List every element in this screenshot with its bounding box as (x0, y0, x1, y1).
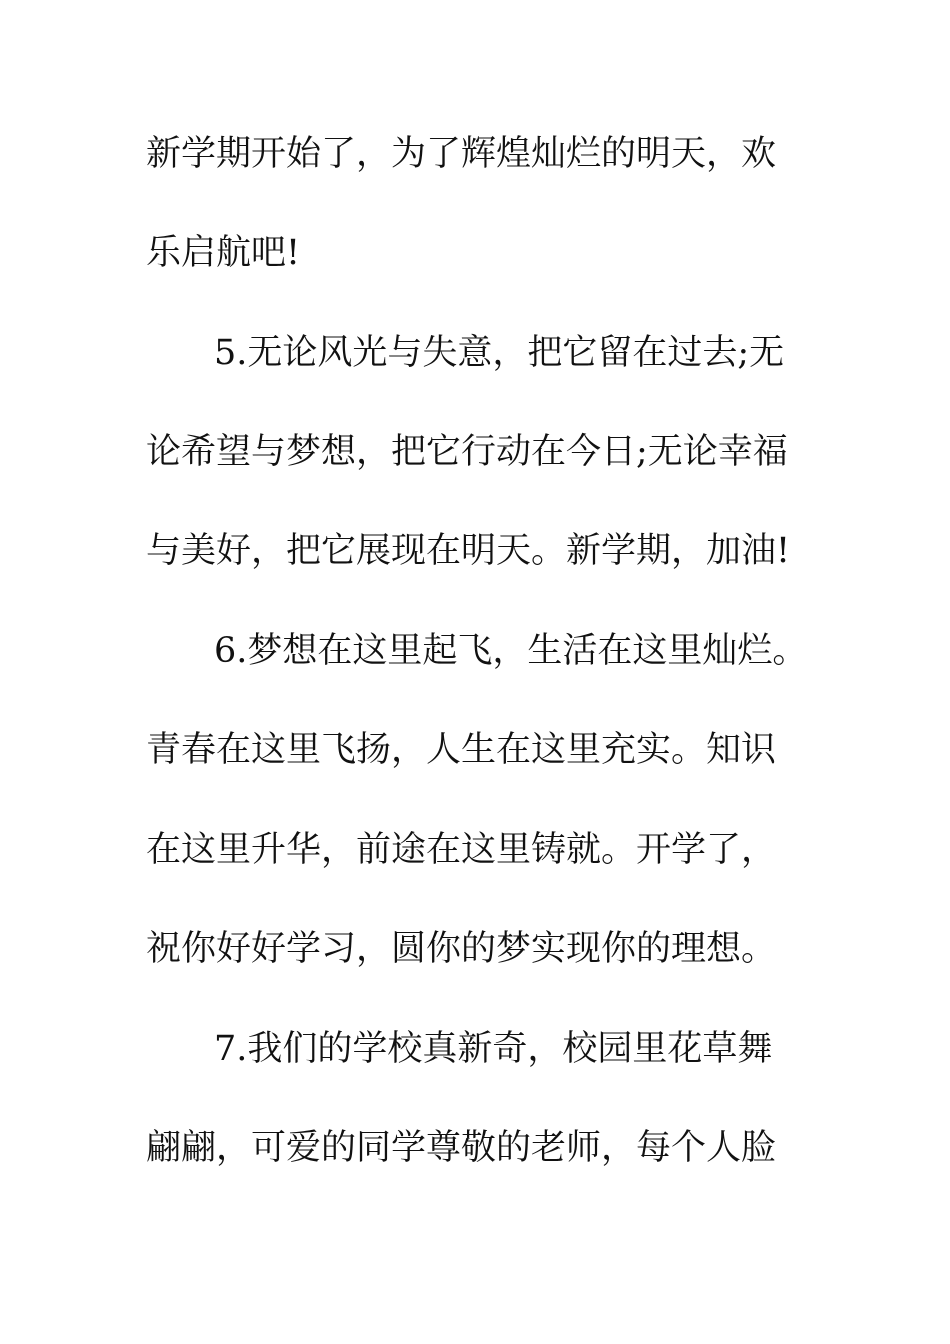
text-line: 6.梦想在这里起飞，生活在这里灿烂。 (214, 631, 808, 671)
text-line: 新学期开始了，为了辉煌灿烂的明天，欢 (146, 134, 777, 174)
text-line: 5.无论风光与失意，把它留在过去;无 (214, 333, 785, 373)
text-line: 在这里升华，前途在这里铸就。开学了， (146, 830, 777, 870)
text-line: 论希望与梦想，把它行动在今日;无论幸福 (146, 432, 788, 472)
text-line: 7.我们的学校真新奇，校园里花草舞 (214, 1029, 773, 1069)
text-line: 乐启航吧! (146, 233, 301, 273)
text-line: 青春在这里飞扬，人生在这里充实。知识 (146, 730, 777, 770)
text-line: 与美好，把它展现在明天。新学期，加油! (146, 531, 791, 571)
text-line: 祝你好好学习，圆你的梦实现你的理想。 (146, 929, 777, 969)
text-line: 翩翩，可爱的同学尊敬的老师，每个人脸 (146, 1128, 777, 1168)
